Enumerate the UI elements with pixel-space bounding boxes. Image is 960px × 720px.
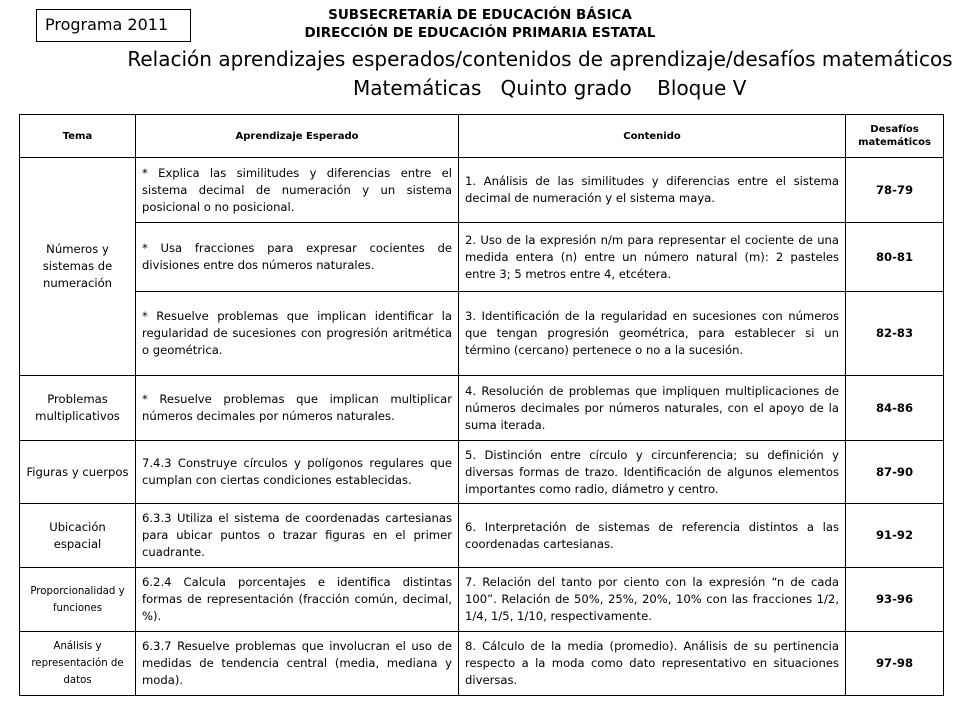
- contenido-cell: 8. Cálculo de la media (promedio). Análisis de su pertinencia respecto a la moda como dato representativo en situaciones diversas.: [459, 632, 846, 696]
- table-row: [20, 504, 944, 568]
- tema-cell: Figuras y cuerpos: [20, 441, 136, 504]
- contenido-cell: 2. Uso de la expresión n/m para representar el cociente de una medida entera (n) entre un número natural (m): 2 pasteles entre 3; 5 metros entre 4, etcétera.: [459, 223, 846, 292]
- table-row: [20, 441, 944, 504]
- contenido-cell: 1. Análisis de las similitudes y diferencias entre el sistema decimal de numeración y el sistema maya.: [459, 158, 846, 223]
- table-header-row: [20, 115, 944, 158]
- desafios-cell: 82-83: [846, 292, 944, 376]
- desafios-cell: 80-81: [846, 223, 944, 292]
- desafios-cell: 84-86: [846, 376, 944, 441]
- contenido-cell: 6. Interpretación de sistemas de referencia distintos a las coordenadas cartesianas.: [459, 504, 846, 568]
- column-header-tema: Tema: [20, 115, 136, 158]
- contenido-cell: 7. Relación del tanto por ciento con la expresión “n de cada 100”. Relación de 50%, 25%, 20%, 10% con las fracciones 1/2, 1/4, 1/5, 1/10, respectivamente.: [459, 568, 846, 632]
- header-line-2: DIRECCIÓN DE EDUCACIÓN PRIMARIA ESTATAL: [304, 25, 656, 41]
- header-line-1: SUBSECRETARÍA DE EDUCACIÓN BÁSICA: [328, 7, 632, 23]
- tema-cell: Números y sistemas de numeración: [20, 158, 136, 376]
- table-row: [20, 158, 944, 223]
- desafios-cell: 87-90: [846, 441, 944, 504]
- aprendizaje-cell: * Usa fracciones para expresar cocientes de divisiones entre dos números naturales.: [136, 223, 459, 292]
- aprendizaje-cell: 6.2.4 Calcula porcentajes e identifica distintas formas de representación (fracción común, decimal, %).: [136, 568, 459, 632]
- contenido-cell: 4. Resolución de problemas que impliquen multiplicaciones de números decimales por números naturales, con el apoyo de la suma iterada.: [459, 376, 846, 441]
- table-row: [20, 632, 944, 696]
- tema-cell: Análisis y representación de datos: [20, 632, 136, 696]
- contenido-cell: 5. Distinción entre círculo y circunferencia; su definición y diversas formas de trazo. Identificación de algunos elementos importantes como radio, diámetro y centro.: [459, 441, 846, 504]
- tema-cell: Ubicación espacial: [20, 504, 136, 568]
- aprendizaje-cell: 6.3.3 Utiliza el sistema de coordenadas cartesianas para ubicar puntos o trazar figuras en el primer cuadrante.: [136, 504, 459, 568]
- aprendizaje-cell: * Resuelve problemas que implican multiplicar números decimales por números naturales.: [136, 376, 459, 441]
- desafios-cell: 91-92: [846, 504, 944, 568]
- table-row: [20, 568, 944, 632]
- contents-table: [19, 114, 944, 696]
- document-subtitle: Matemáticas Quinto grado Bloque V: [353, 76, 747, 100]
- aprendizaje-cell: 7.4.3 Construye círculos y polígonos regulares que cumplan con ciertas condiciones establecidas.: [136, 441, 459, 504]
- desafios-cell: 78-79: [846, 158, 944, 223]
- aprendizaje-cell: * Explica las similitudes y diferencias entre el sistema decimal de numeración y un sistema posicional o no posicional.: [136, 158, 459, 223]
- tema-cell: Problemas multiplicativos: [20, 376, 136, 441]
- aprendizaje-cell: 6.3.7 Resuelve problemas que involucran el uso de medidas de tendencia central (media, mediana y moda).: [136, 632, 459, 696]
- desafios-cell: 93-96: [846, 568, 944, 632]
- desafios-cell: 97-98: [846, 632, 944, 696]
- table-row: [20, 376, 944, 441]
- tema-cell: Proporcionalidad y funciones: [20, 568, 136, 632]
- aprendizaje-cell: * Resuelve problemas que implican identificar la regularidad de sucesiones con progresión aritmética o geométrica.: [136, 292, 459, 376]
- table-row: [20, 223, 944, 292]
- program-badge: Programa 2011: [36, 9, 191, 42]
- table-row: [20, 292, 944, 376]
- column-header-contenido: Contenido: [459, 115, 846, 158]
- contenido-cell: 3. Identificación de la regularidad en sucesiones con números que tengan progresión geométrica, para establecer si un término (cercano) pertenece o no a la sucesión.: [459, 292, 846, 376]
- column-header-desafios: Desafíos matemáticos: [846, 115, 944, 158]
- document-title: Relación aprendizajes esperados/contenidos de aprendizaje/desafíos matemáticos: [127, 47, 953, 71]
- column-header-aprendizaje: Aprendizaje Esperado: [136, 115, 459, 158]
